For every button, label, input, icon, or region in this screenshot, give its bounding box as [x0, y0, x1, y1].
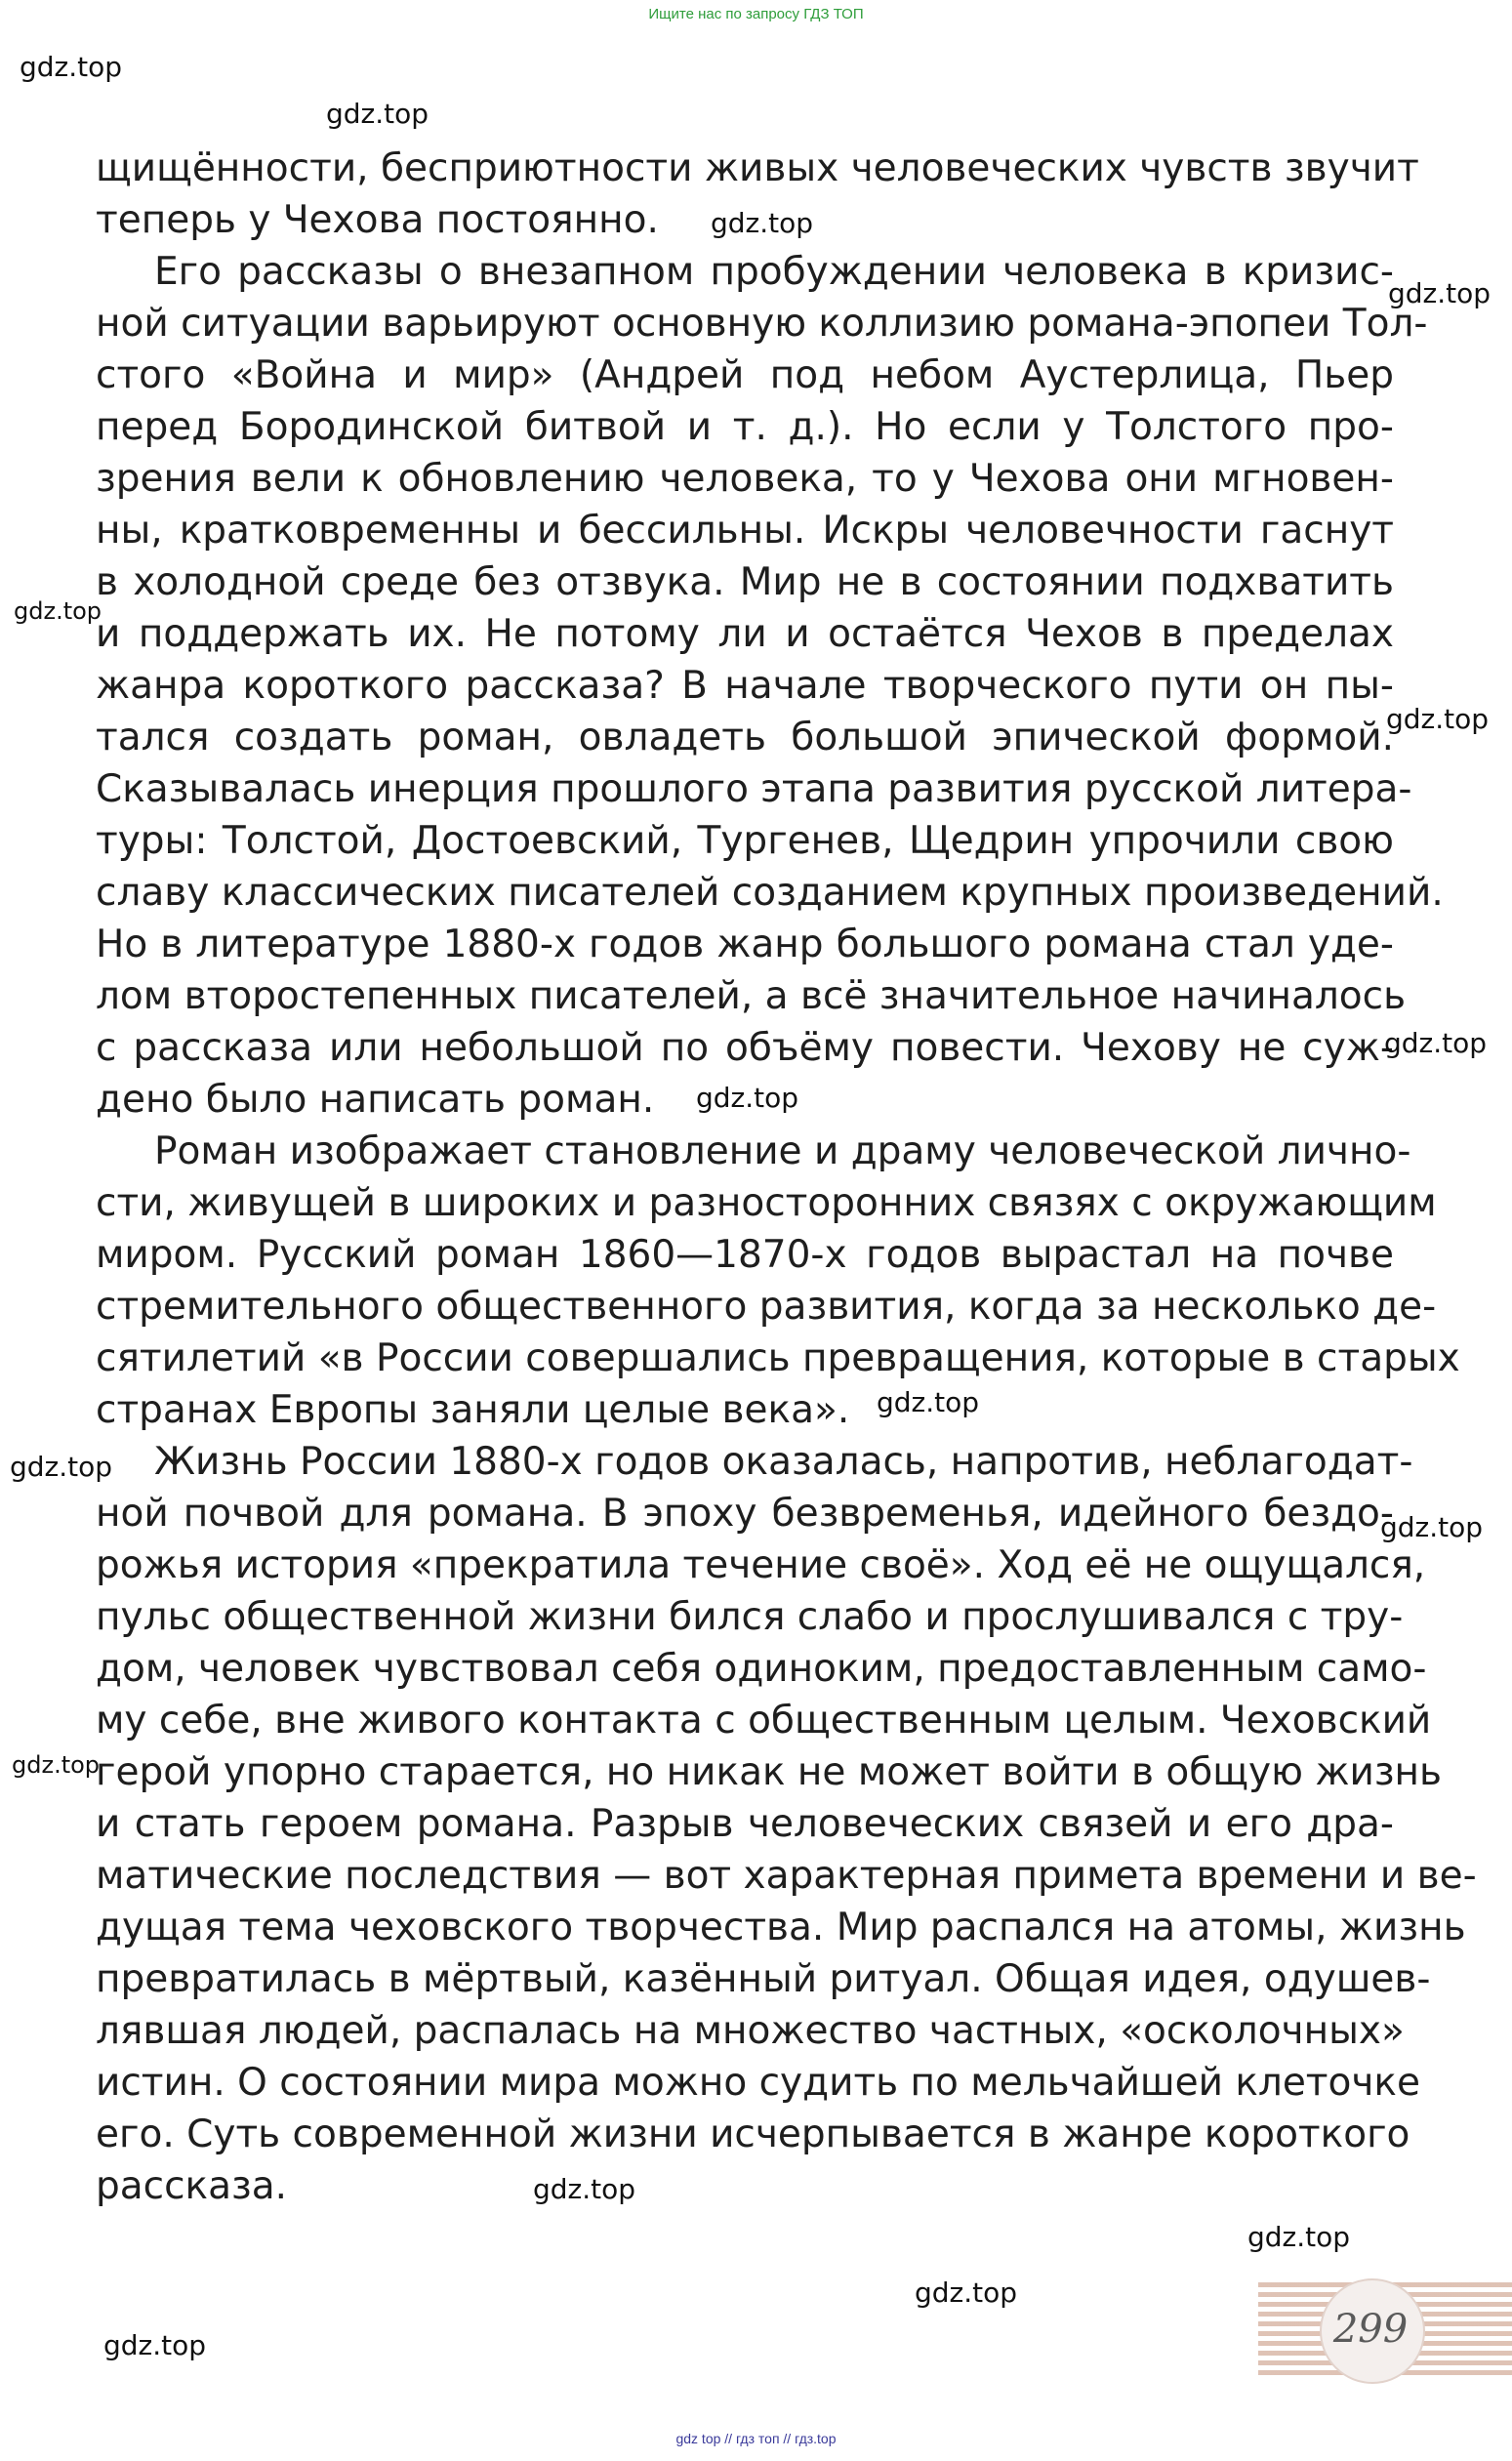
text-line: стремительного общественного развития, когда за несколько де-: [96, 1285, 1437, 1329]
watermark: gdz.top: [1380, 1511, 1484, 1543]
text-line: ной ситуации варьируют основную коллизию романа-эпопеи Тол-: [96, 302, 1428, 346]
text-line: миром. Русский роман 1860—1870-х годов вырастал на почве: [96, 1233, 1394, 1277]
text-line: превратилась в мёртвый, казённый ритуал. Общая идея, одушев-: [96, 1957, 1431, 2001]
watermark: gdz.top: [10, 1451, 113, 1483]
bottom-banner[interactable]: gdz top // гдз топ // гдз.top: [675, 2431, 837, 2446]
watermark: gdz.top: [877, 1386, 980, 1418]
text-line: рожья история «прекратила течение своё». Ход её не ощущался,: [96, 1543, 1426, 1587]
watermark: gdz.top: [711, 207, 814, 239]
text-line: ной почвой для романа. В эпоху безвременья, идейного бездо-: [96, 1492, 1394, 1536]
text-line: му себе, вне живого контакта с общественным целым. Чеховский: [96, 1699, 1432, 1743]
text-line: дущая тема чеховского творчества. Мир распался на атомы, жизнь: [96, 1906, 1466, 1949]
text-line: Жизнь России 1880-х годов оказалась, напротив, неблагодат-: [154, 1440, 1413, 1484]
watermark: gdz.top: [915, 2276, 1018, 2309]
text-line: и стать героем романа. Разрыв человеческих связей и его дра-: [96, 1802, 1394, 1846]
watermark: gdz.top: [326, 98, 429, 130]
watermark: gdz.top: [14, 597, 102, 625]
text-line: жанра короткого рассказа? В начале творческого пути он пы-: [96, 664, 1394, 708]
text-line: матические последствия — вот характерная примета времени и ве-: [96, 1854, 1477, 1898]
text-line: лявшая людей, распалась на множество частных, «осколочных»: [96, 2009, 1405, 2053]
text-line: дено было написать роман.: [96, 1078, 655, 1122]
top-banner[interactable]: Ищите нас по запросу ГДЗ ТОП: [648, 6, 864, 22]
text-line: сятилетий «в России совершались превращения, которые в старых: [96, 1336, 1460, 1380]
text-line: Его рассказы о внезапном пробуждении человека в кризис-: [154, 250, 1394, 294]
watermark: gdz.top: [696, 1082, 799, 1114]
text-line: Но в литературе 1880-х годов жанр большого романа стал уде-: [96, 923, 1394, 966]
text-line: тался создать роман, овладеть большой эпической формой.: [96, 716, 1394, 759]
text-line: странах Европы заняли целые века».: [96, 1388, 850, 1432]
text-line: ны, кратковременны и бессильны. Искры человечности гаснут: [96, 509, 1394, 553]
watermark: gdz.top: [20, 51, 123, 83]
text-line: щищённости, бесприютности живых человеческих чувств звучит: [96, 146, 1419, 190]
watermark: gdz.top: [1384, 1027, 1488, 1059]
text-line: сти, живущей в широких и разносторонних связях с окружающим: [96, 1181, 1437, 1225]
text-line: дом, человек чувствовал себя одиноким, предоставленным само-: [96, 1647, 1427, 1691]
page-number: 299: [1332, 2307, 1409, 2352]
text-line: рассказа.: [96, 2164, 288, 2208]
text-line: Сказывалась инерция прошлого этапа развития русской литера-: [96, 767, 1412, 811]
text-line: его. Суть современной жизни исчерпывается в жанре короткого: [96, 2112, 1410, 2156]
text-line: лом второстепенных писателей, а всё значительное начиналось: [96, 974, 1407, 1018]
watermark: gdz.top: [1386, 703, 1490, 735]
text-line: стого «Война и мир» (Андрей под небом Аустерлица, Пьер: [96, 353, 1394, 397]
text-line: в холодной среде без отзвука. Мир не в состоянии подхватить: [96, 560, 1394, 604]
watermark: gdz.top: [1388, 277, 1492, 309]
watermark: gdz.top: [533, 2173, 636, 2205]
watermark: gdz.top: [1247, 2221, 1351, 2253]
text-line: Роман изображает становление и драму человеческой лично-: [154, 1129, 1411, 1173]
text-line: славу классических писателей созданием крупных произведений.: [96, 871, 1444, 915]
text-line: теперь у Чехова постоянно.: [96, 198, 659, 242]
text-line: перед Бородинской битвой и т. д.). Но если у Толстого про-: [96, 405, 1394, 449]
text-line: зрения вели к обновлению человека, то у Чехова они мгновен-: [96, 457, 1394, 501]
text-line: с рассказа или небольшой по объёму повести. Чехову не суж-: [96, 1026, 1394, 1070]
text-line: туры: Толстой, Достоевский, Тургенев, Щедрин упрочили свою: [96, 819, 1394, 863]
text-line: и поддержать их. Не потому ли и остаётся Чехов в пределах: [96, 612, 1394, 656]
text-line: пульс общественной жизни бился слабо и прослушивался с тру-: [96, 1595, 1404, 1639]
text-line: истин. О состоянии мира можно судить по мельчайшей клеточке: [96, 2061, 1420, 2105]
text-line: герой упорно старается, но никак не может войти в общую жизнь: [96, 1750, 1443, 1794]
watermark: gdz.top: [103, 2329, 207, 2361]
watermark: gdz.top: [12, 1751, 101, 1779]
